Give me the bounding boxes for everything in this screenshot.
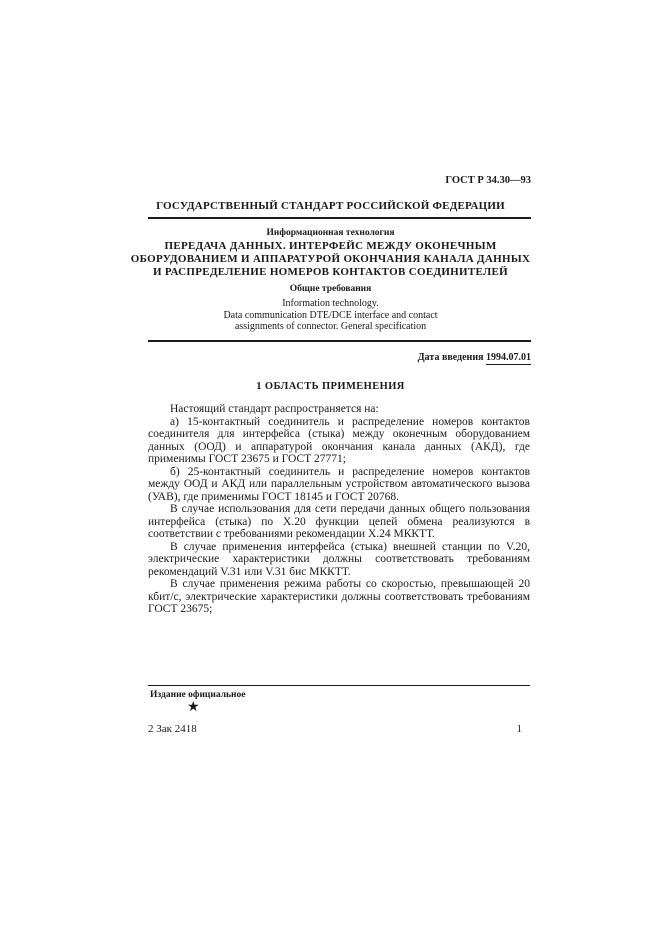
paragraph-speed: В случае применения режима работы со скоростью, превышающей 20 кбит/с, электрические характеристики должны соответствовать требованиям ГОСТ 23675; — [148, 578, 530, 615]
gost-code: ГОСТ Р 34.30—93 — [445, 175, 531, 186]
standard-title: ГОСУДАРСТВЕННЫЙ СТАНДАРТ РОССИЙСКОЙ ФЕДЕРАЦИИ — [156, 200, 505, 212]
paragraph-item-a: а) 15-контактный соединитель и распределение номеров контактов соединителя для интерфейса (стыка) между оконечным оборудованием данных (ООД) и аппаратурой окончания канала данных (АКД), где применимы ГОСТ 23675 и ГОСТ 27771; — [148, 415, 530, 465]
main-title — [0, 240, 661, 279]
introduction-date — [418, 352, 531, 363]
header-divider — [148, 340, 531, 342]
paragraph-intro: Настоящий стандарт распространяется на: — [170, 403, 379, 415]
english-title-line-3: assignments of connector. General specification — [234, 321, 427, 332]
paragraph-x20: В случае использования для сети передачи данных общего пользования интерфейса (стыка) по Х.20 функции цепей обмена реализуются в соответствии с требованиями рекомендации Х.24 МККТТ. — [148, 503, 530, 540]
date-value: 1994.07.01 — [486, 352, 531, 363]
main-title-line-1: ПЕРЕДАЧА ДАННЫХ. ИНТЕРФЕЙС МЕЖДУ ОКОНЕЧНЫМ — [164, 240, 497, 252]
english-title-line-1: Information technology. — [282, 298, 379, 309]
edition-label: Издание официальное — [150, 690, 246, 700]
section-title: 1 ОБЛАСТЬ ПРИМЕНЕНИЯ — [256, 381, 405, 392]
english-title — [0, 298, 661, 333]
main-title-line-2: ОБОРУДОВАНИЕМ И АППАРАТУРОЙ ОКОНЧАНИЯ КАНАЛА ДАННЫХ — [130, 253, 531, 265]
paragraph-v20: В случае применения интерфейса (стыка) внешней станции по V.20, электрические характеристики должны соответствовать требованиям рекомендаций V.31 или V.31 бис МККТТ. — [148, 540, 530, 578]
paragraph-item-b: б) 25-контактный соединитель и распределение номеров контактов между ООД и АКД или параллельным устройством автоматического вызова (УАВ), где применимы ГОСТ 18145 и ГОСТ 20768. — [148, 465, 530, 503]
date-label: Дата введения — [417, 352, 484, 363]
requirements-subtitle: Общие требования — [289, 284, 372, 294]
title-divider — [148, 217, 531, 219]
order-number: 2 Зак 2418 — [148, 723, 197, 735]
section-body — [148, 403, 530, 616]
footer-divider — [148, 685, 530, 686]
main-title-line-3: И РАСПРЕДЕЛЕНИЕ НОМЕРОВ КОНТАКТОВ СОЕДИНИТЕЛЕЙ — [152, 266, 509, 278]
subject: Информационная технология — [266, 228, 395, 238]
page-number: 1 — [516, 723, 522, 735]
star-icon: ★ — [187, 700, 200, 715]
english-title-line-2: Data communication DTE/DCE interface and contact — [223, 309, 438, 321]
